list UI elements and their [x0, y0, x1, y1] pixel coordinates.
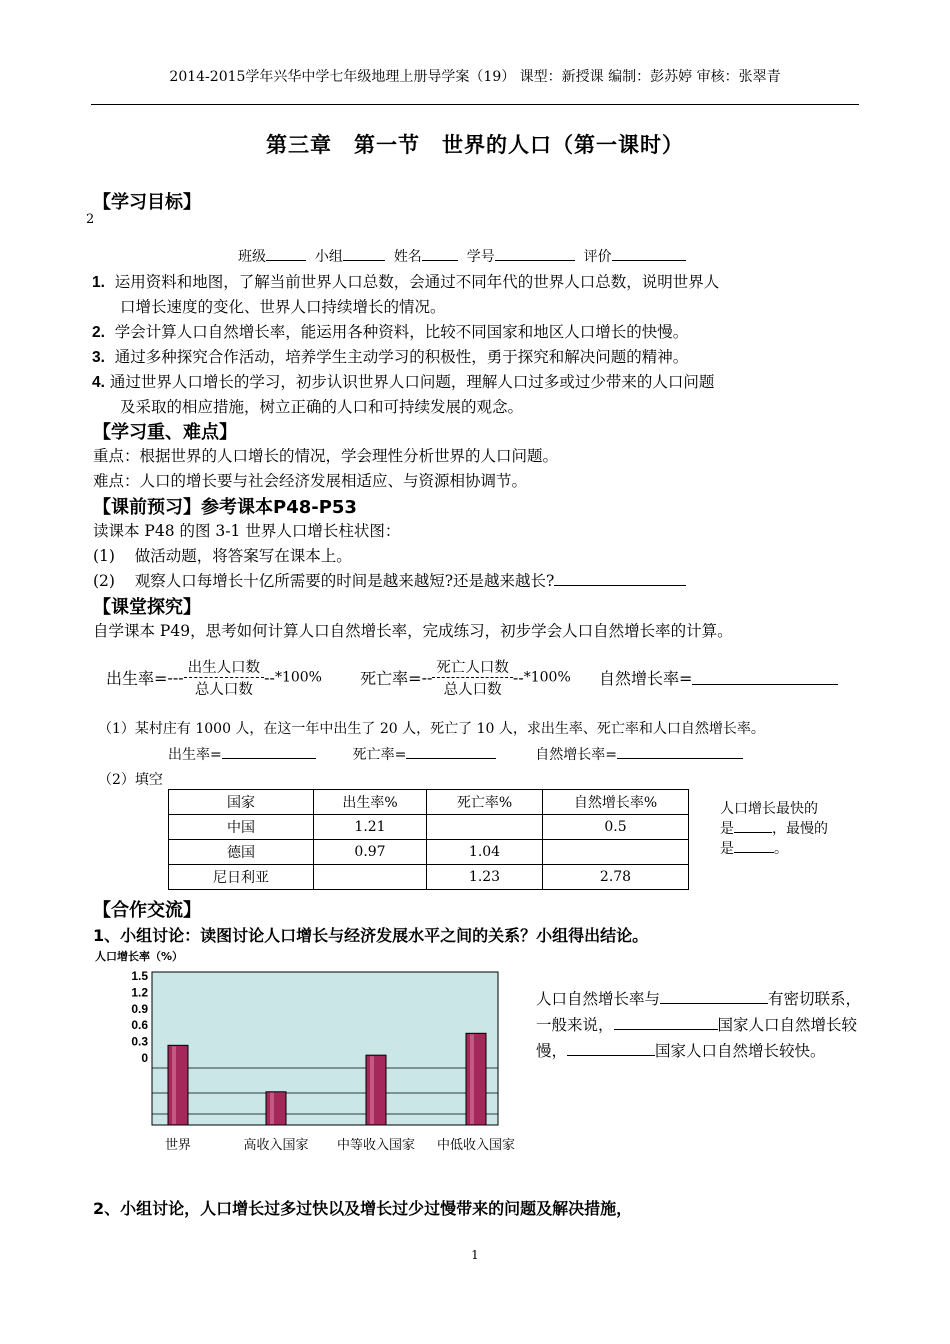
death-answer-field[interactable] — [406, 744, 496, 759]
natural-rate-field[interactable] — [692, 670, 838, 685]
cooperate-text: 人口自然增长率与 有密切联系， 一般来说， 国家人口自然增长较 慢， 国家人口自然增长较快。 — [536, 990, 862, 1060]
slow-country-field[interactable] — [614, 1015, 718, 1030]
fastest-field[interactable] — [734, 818, 772, 833]
table-cell: 1.23 — [427, 865, 543, 890]
birth-rate-fraction: $\frac{\text{出生人口数}}{\text{总人口数}}$ — [184, 656, 265, 699]
fast-country-field[interactable] — [567, 1041, 655, 1056]
chart-title: 人口增长率（%） — [95, 950, 184, 963]
goal-item-3: 3. 通过多种探究合作活动，培养学生主动学习的积极性，勇于探究和解决问题的精神。 — [92, 348, 689, 366]
group-label: 小组 — [314, 249, 343, 265]
preview-heading: 【课前预习】参考课本P48-P53 — [93, 497, 357, 518]
chart-bar — [466, 1033, 486, 1125]
stray-mark: 2 — [86, 212, 95, 227]
table-row — [169, 840, 689, 865]
table-cell: 德国 — [169, 840, 314, 865]
chart-bar-highlight — [470, 1034, 474, 1124]
table-cell: 尼日利亚 — [169, 865, 314, 890]
goal-item-1: 1. 运用资料和地图，了解当前世界人口总数，会通过不同年代的世界人口总数，说明世界人 — [92, 273, 720, 291]
cooperate-question-1: 1、小组讨论：读图讨论人口增长与经济发展水平之间的关系？小组得出结论。 — [93, 926, 649, 945]
x-tick-label: 世界 — [164, 1138, 192, 1153]
chart-bar — [366, 1055, 386, 1125]
name-field[interactable] — [422, 246, 458, 261]
question-2: （2）填空 — [98, 772, 163, 788]
explore-intro: 自学课本 P49，思考如何计算人口自然增长率，完成练习，初步学会人口自然增长率的计算。 — [93, 622, 733, 640]
growth-chart — [90, 962, 530, 1158]
growth-table — [168, 789, 689, 890]
page-header: 2014-2015学年兴华中学七年级地理上册导学案（19） 课型：新授课 编制：彭苏婷 审核：张翠青 — [169, 69, 781, 85]
y-tick-label: 0.9 — [131, 1001, 148, 1016]
chart-bar — [266, 1092, 286, 1125]
birth-answer-field[interactable] — [222, 744, 316, 759]
explore-heading: 【课堂探究】 — [93, 597, 201, 618]
question-1-answers: 出生率= 死亡率= 自然增长率= — [168, 744, 743, 764]
chart-x-labels — [165, 1137, 515, 1153]
natural-rate-label: 自然增长率= — [598, 669, 693, 688]
y-tick-label: 0.6 — [131, 1018, 148, 1033]
y-tick-label: 0.3 — [131, 1034, 148, 1049]
y-tick-label: 0 — [141, 1051, 148, 1065]
y-tick-label: 1.2 — [131, 985, 148, 1000]
goal-item-4: 4. 通过世界人口增长的学习，初步认识世界人口问题，理解人口过多或过少带来的人口问题 — [92, 373, 715, 391]
chart-bar-highlight — [270, 1093, 274, 1124]
class-label: 班级 — [238, 249, 266, 265]
header-divider — [91, 104, 859, 105]
page-number: 1 — [471, 1248, 479, 1262]
table-cell[interactable] — [543, 840, 689, 865]
table-cell: 0.97 — [314, 840, 427, 865]
group-field[interactable] — [343, 246, 385, 261]
page-title: 第三章 第一节 世界的人口（第一课时） — [266, 133, 684, 157]
slowest-field[interactable] — [734, 838, 774, 853]
birth-rate-label: 出生率= — [106, 669, 168, 688]
preview-item-2: (2) 观察人口每增长十亿所需要的时间是越来越短?还是越来越长? — [93, 569, 686, 591]
formula-row: 出生率=--- $\frac{\text{出生人口数}}{\text{总人口数}}$ --*100% 死亡率=-- $\frac{\text{死亡人口数}}{\text{总人口数}}$ --*100% 自然增长率= — [106, 656, 838, 699]
death-rate-label: 死亡率= — [360, 669, 422, 688]
table-cell: 中国 — [169, 815, 314, 840]
chart-bar-highlight — [172, 1046, 176, 1124]
table-row — [169, 815, 689, 840]
student-info-form — [238, 246, 686, 266]
table-cell: 1.21 — [314, 815, 427, 840]
x-tick-label: 高收入国家 — [243, 1138, 309, 1153]
table-cell[interactable] — [427, 815, 543, 840]
table-header: 国家 — [169, 790, 314, 815]
eval-label: 评价 — [583, 249, 612, 265]
table-header: 自然增长率% — [543, 790, 689, 815]
preview-item-1: (1) 做活动题，将答案写在课本上。 — [93, 547, 352, 565]
question-1: （1）某村庄有 1000 人，在这一年中出生了 20 人，死亡了 10 人，求出生率、死亡率和人口自然增长率。 — [98, 721, 765, 737]
preview-answer-field[interactable] — [554, 571, 686, 586]
relation-field[interactable] — [660, 989, 768, 1004]
chart-bar-highlight — [370, 1056, 374, 1124]
preview-intro: 读课本 P48 的图 3-1 世界人口增长柱状图： — [93, 522, 401, 540]
difficult-point-text: 难点：人口的增长要与社会经济发展相适应、与资源相协调节。 — [93, 472, 528, 490]
table-header: 死亡率% — [427, 790, 543, 815]
x-tick-label: 中低收入国家 — [436, 1138, 516, 1153]
table-header: 出生率% — [314, 790, 427, 815]
eval-field[interactable] — [612, 246, 686, 261]
goal-item-2: 2. 学会计算人口自然增长率，能运用各种资料，比较不同国家和地区人口增长的快慢。 — [92, 323, 689, 341]
table-cell: 1.04 — [427, 840, 543, 865]
table-header-row — [169, 790, 689, 815]
cooperate-heading: 【合作交流】 — [93, 900, 201, 921]
table-cell: 2.78 — [543, 865, 689, 890]
y-tick-label: 1.5 — [131, 969, 148, 983]
chart-bar — [168, 1045, 188, 1125]
class-field[interactable] — [266, 246, 306, 261]
key-point-text: 重点：根据世界的人口增长的情况，学会理性分析世界的人口问题。 — [93, 447, 559, 465]
side-note: 人口增长最快的 是 ，最慢的 是 。 — [720, 801, 828, 857]
id-field[interactable] — [495, 246, 575, 261]
death-rate-fraction: $\frac{\text{死亡人口数}}{\text{总人口数}}$ — [432, 656, 513, 699]
goal-item-1-cont: 口增长速度的变化、世界人口持续增长的情况。 — [120, 298, 446, 316]
table-cell[interactable] — [314, 865, 427, 890]
cooperate-question-2: 2、小组讨论，人口增长过多过快以及增长过少过慢带来的问题及解决措施， — [93, 1199, 633, 1218]
x-tick-label: 中等收入国家 — [336, 1138, 416, 1153]
table-row — [169, 865, 689, 890]
goal-item-4-cont: 及采取的相应措施，树立正确的人口和可持续发展的观念。 — [120, 398, 524, 416]
id-label: 学号 — [466, 249, 495, 265]
natural-answer-field[interactable] — [617, 744, 743, 759]
key-points-heading: 【学习重、难点】 — [93, 422, 237, 443]
chart-plot-area — [152, 972, 498, 1125]
table-cell: 0.5 — [543, 815, 689, 840]
name-label: 姓名 — [393, 249, 422, 265]
goals-heading: 【学习目标】 — [93, 192, 201, 213]
